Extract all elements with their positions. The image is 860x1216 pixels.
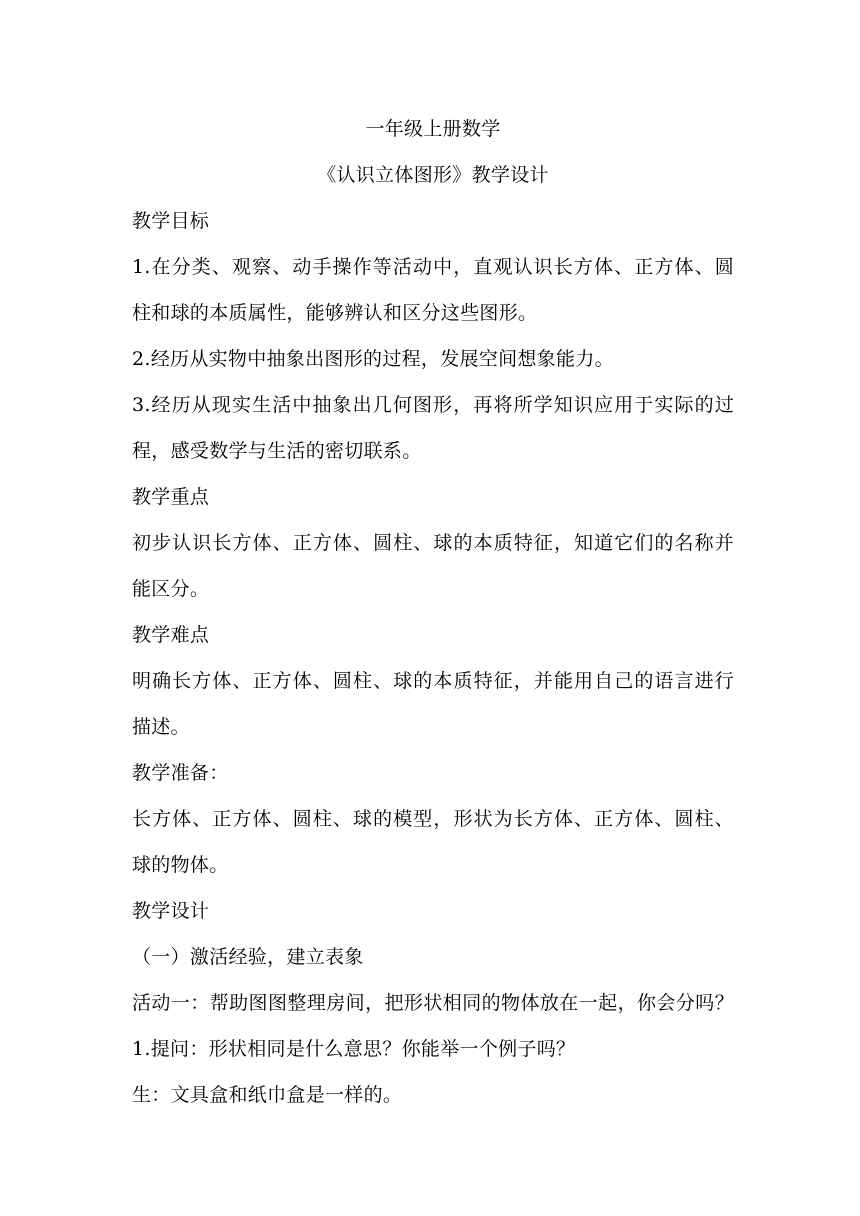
student-answer: 生：文具盒和纸巾盒是一样的。 [132, 1084, 403, 1106]
key-points-line-2: 能区分。 [132, 578, 210, 600]
design-heading: 教学设计 [132, 900, 210, 922]
difficulties [132, 664, 734, 744]
objective-1 [132, 250, 734, 330]
difficulties-heading: 教学难点 [132, 624, 210, 646]
document-title-grade: 一年级上册数学 [365, 118, 501, 140]
activity-one: 活动一：帮助图图整理房间，把形状相同的物体放在一起，你会分吗？ [132, 992, 734, 1014]
preparation-line-1: 长方体、正方体、圆柱、球的模型，形状为长方体、正方体、圆柱、 [132, 808, 734, 830]
objective-1-line-1: 1.在分类、观察、动手操作等活动中，直观认识长方体、正方体、圆 [132, 256, 734, 278]
question-1: 1.提问：形状相同是什么意思？你能举一个例子吗？ [132, 1038, 576, 1060]
objective-3 [132, 388, 734, 468]
preparation-heading: 教学准备： [132, 762, 229, 784]
document-title-lesson: 《认识立体图形》教学设计 [317, 164, 549, 186]
part-one-heading: （一）激活经验，建立表象 [132, 946, 364, 968]
key-points-line-1: 初步认识长方体、正方体、圆柱、球的本质特征，知道它们的名称并 [132, 532, 734, 554]
objective-3-line-2: 程，感受数学与生活的密切联系。 [132, 440, 422, 462]
key-points-heading: 教学重点 [132, 486, 210, 508]
objective-3-line-1: 3.经历从现实生活中抽象出几何图形，再将所学知识应用于实际的过 [132, 394, 734, 416]
objective-1-line-2: 柱和球的本质属性，能够辨认和区分这些图形。 [132, 302, 538, 324]
key-points [132, 526, 734, 606]
difficulties-line-2: 描述。 [132, 716, 190, 738]
preparation [132, 802, 734, 882]
objectives-heading: 教学目标 [132, 210, 210, 232]
objective-2: 2.经历从实物中抽象出图形的过程，发展空间想象能力。 [132, 348, 614, 370]
preparation-line-2: 球的物体。 [132, 854, 229, 876]
document-body [132, 112, 734, 1124]
difficulties-line-1: 明确长方体、正方体、圆柱、球的本质特征，并能用自己的语言进行 [132, 670, 734, 692]
